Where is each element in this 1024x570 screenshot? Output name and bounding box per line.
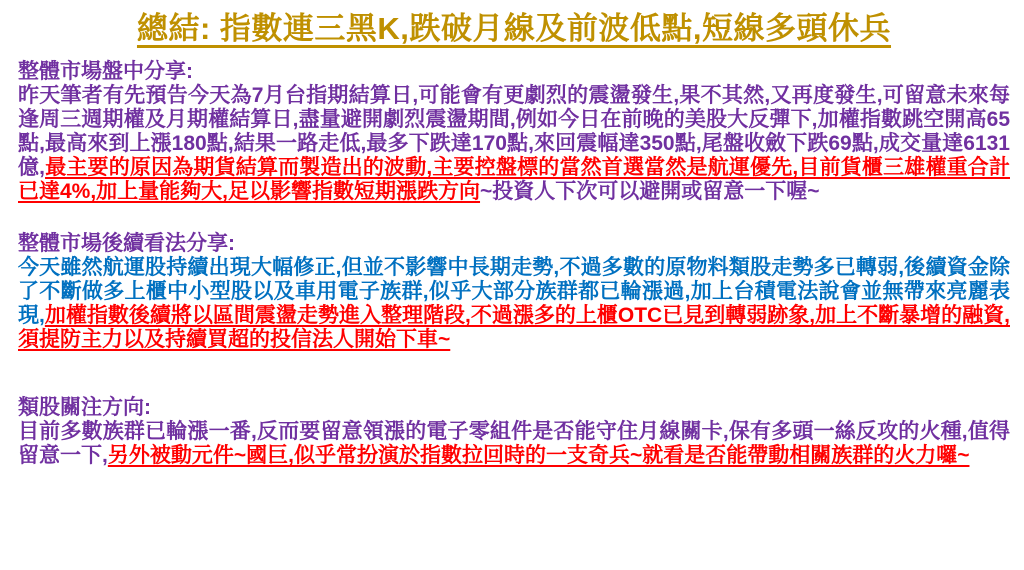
- text-segment: 目前多數族群已輪漲一番,反而要留意領漲的電子零組件是否能守住月線關卡,保有多頭一絲反攻的火種,值得留意一下,: [18, 420, 1010, 467]
- text-segment-highlight: 最主要的原因為期貨結算而製造出的波動,主要控盤標的當然首選當然是航運優先,目前貨櫃三雄權重合計已達4%,加上量能夠大,足以影響指數短期漲跌方向: [18, 156, 1010, 203]
- section-heading-outlook: 整體市場後續看法分享:: [18, 232, 235, 255]
- section-heading-sector-focus: 類股關注方向:: [18, 396, 151, 419]
- section-body-intraday: [18, 84, 1010, 204]
- section-heading-intraday: 整體市場盤中分享:: [18, 60, 193, 83]
- text-segment-highlight: 加權指數後續將以區間震盪走勢進入整理階段,不過漲多的上櫃OTC已見到轉弱跡象,加上不斷暴增的融資,須提防主力以及持續買超的投信法人開始下車~: [18, 304, 1010, 351]
- section-body-sector-focus: [18, 420, 1010, 468]
- section-sector-focus: [18, 396, 1010, 468]
- page-title: 總結: 指數連三黑K,跌破月線及前波低點,短線多頭休兵: [136, 11, 892, 46]
- text-segment: ~投資人下次可以避開或留意一下喔~: [480, 180, 820, 203]
- text-segment: 今天雖然航運股持續出現大幅修正,但並不影響中長期走勢,不過多數的原物料類股走勢多已轉弱,後續資金除了不斷做多上櫃中小型股以及車用電子族群,似乎大部分族群都已輪漲過,加上台積電法說會並無帶來亮麗表現,: [18, 256, 1010, 327]
- section-body-outlook: [18, 256, 1010, 352]
- text-segment-highlight: 另外被動元件~國巨,似乎常扮演於指數拉回時的一支奇兵~就看是否能帶動相關族群的火力囉~: [107, 444, 970, 467]
- text-segment: 昨天筆者有先預告今天為7月台指期結算日,可能會有更劇烈的震盪發生,果不其然,又再度發生,可留意未來每逢周三週期權及月期權結算日,盡量避開劇烈震盪期間,例如今日在前晚的美股大反彈下,加權指數跳空開高65點,最高來到上漲180點,結果一路走低,最多下跌達170點,來回震幅達350點,尾盤收斂下跌69點,成交量達6131億,: [18, 84, 1010, 179]
- section-intraday-review: [18, 60, 1010, 204]
- section-outlook: [18, 232, 1010, 352]
